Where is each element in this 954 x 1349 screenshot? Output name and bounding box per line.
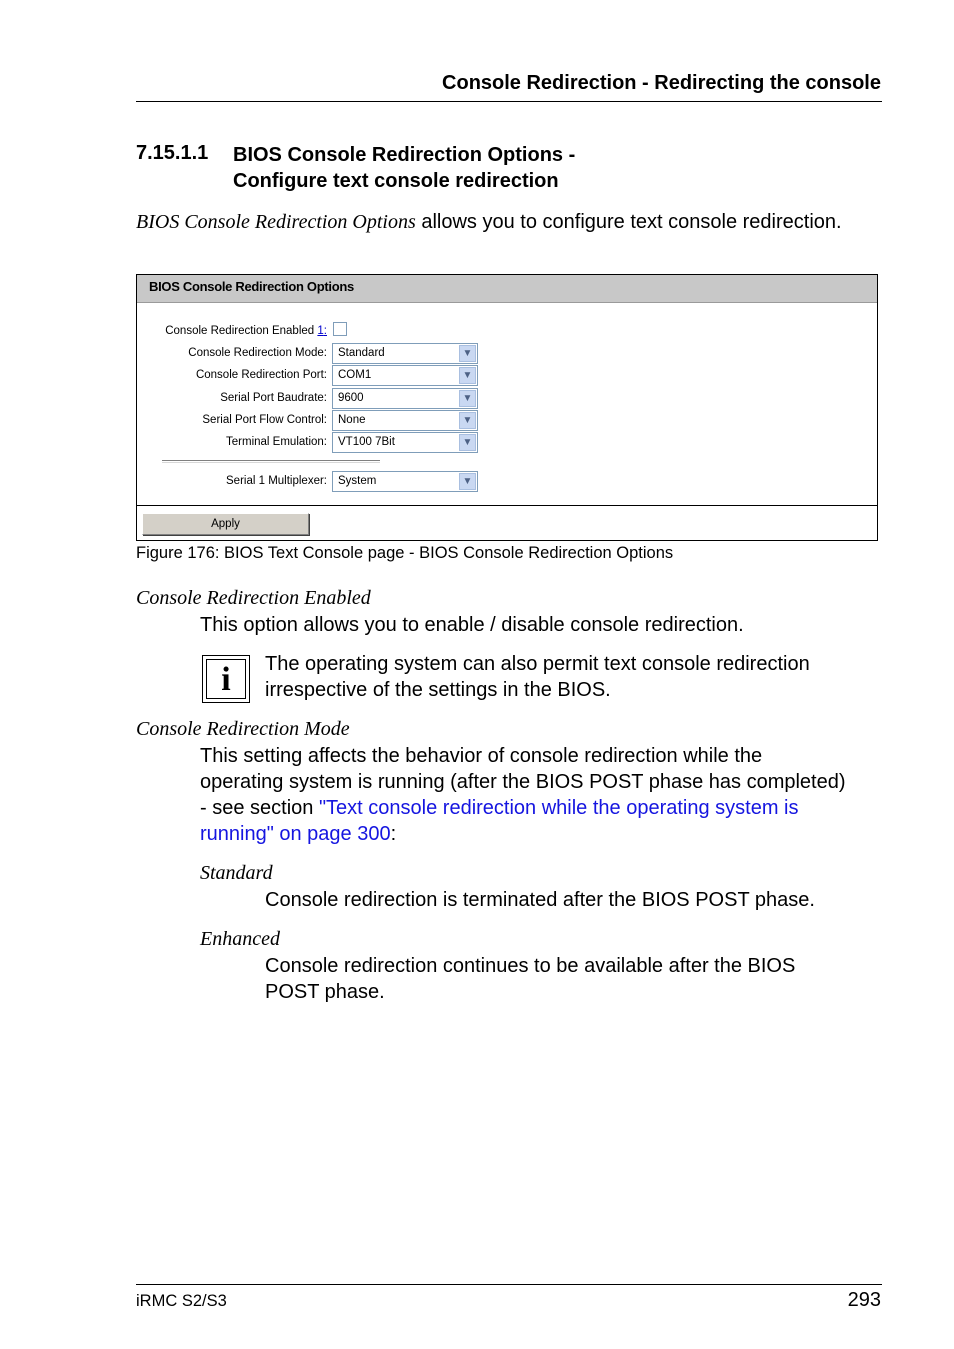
- info-icon-box: [202, 655, 250, 703]
- intro-text: allows you to configure text console redirection.: [415, 211, 842, 233]
- apply-button[interactable]: Apply: [142, 513, 309, 535]
- serial-port-baudrate-select[interactable]: [332, 388, 478, 409]
- intro-paragraph: [136, 211, 842, 234]
- chevron-down-icon[interactable]: ▼: [459, 434, 476, 451]
- section-number: 7.15.1.1: [136, 142, 209, 164]
- chevron-down-icon[interactable]: ▼: [459, 367, 476, 384]
- console-redirection-mode-label: Console Redirection Mode:: [188, 347, 327, 359]
- page-number: 293: [847, 1289, 881, 1311]
- row-serial-port-flow-control: [137, 410, 877, 431]
- mode-select-value: Standard: [338, 347, 385, 359]
- running-header: Console Redirection - Redirecting the console: [442, 72, 881, 94]
- row-serial-1-multiplexer: [137, 471, 877, 492]
- chevron-down-icon[interactable]: ▼: [459, 412, 476, 429]
- intro-italic: BIOS Console Redirection Options: [136, 211, 416, 233]
- term-console-redirection-mode: Console Redirection Mode: [136, 718, 350, 740]
- chevron-down-icon[interactable]: ▼: [459, 473, 476, 490]
- enabled-label-text: Console Redirection Enabled: [165, 325, 315, 337]
- figure-caption: Figure 176: BIOS Text Console page - BIOS Console Redirection Options: [136, 544, 674, 562]
- console-redirection-port-label: Console Redirection Port:: [195, 369, 327, 381]
- enabled-colon: :: [323, 325, 327, 337]
- mode-line2: operating system is running (after the BIOS POST phase has completed): [200, 771, 846, 793]
- serial-port-baudrate-label: Serial Port Baudrate:: [220, 392, 327, 404]
- baudrate-select-value: 9600: [338, 392, 364, 404]
- row-console-redirection-enabled: [137, 321, 877, 342]
- mode-description: [200, 743, 846, 847]
- section-title-line2: Configure text console redirection: [233, 170, 559, 192]
- mode-colon: :: [390, 823, 397, 845]
- term-standard: Standard: [200, 862, 273, 884]
- bios-console-redirection-panel: [136, 274, 878, 541]
- mode-line1: This setting affects the behavior of console redirection while the: [200, 745, 763, 767]
- console-redirection-port-select[interactable]: [332, 365, 478, 386]
- info-note-line2: irrespective of the settings in the BIOS.: [265, 679, 611, 701]
- row-terminal-emulation: [137, 432, 877, 453]
- enhanced-line2: POST phase.: [265, 981, 385, 1003]
- enabled-description: This option allows you to enable / disable console redirection.: [200, 614, 744, 636]
- row-console-redirection-mode: [137, 343, 877, 364]
- enhanced-line1: Console redirection continues to be available after the BIOS: [265, 955, 796, 977]
- enhanced-description: [265, 953, 795, 1005]
- serial-1-multiplexer-label: Serial 1 Multiplexer:: [226, 475, 327, 487]
- term-enhanced: Enhanced: [200, 928, 280, 950]
- mode-line3: [200, 795, 846, 821]
- flow-control-select-value: None: [338, 414, 366, 426]
- mode-see-section: - see section: [200, 797, 319, 819]
- row-serial-port-baudrate: [137, 388, 877, 409]
- port-select-value: COM1: [338, 369, 372, 381]
- terminal-emulation-label: Terminal Emulation:: [226, 436, 327, 448]
- header-rule: [136, 101, 882, 102]
- console-redirection-enabled-label: [165, 325, 327, 337]
- panel-title: BIOS Console Redirection Options: [137, 275, 877, 303]
- section-title: [233, 142, 575, 194]
- footer-product: iRMC S2/S3: [136, 1292, 227, 1310]
- info-icon: i: [221, 661, 231, 698]
- serial-1-multiplexer-select[interactable]: [332, 471, 478, 492]
- section-link-part2[interactable]: running" on page 300: [200, 823, 391, 845]
- term-console-redirection-enabled: Console Redirection Enabled: [136, 587, 371, 609]
- terminal-emulation-select[interactable]: [332, 432, 478, 453]
- serial-port-flow-control-label: Serial Port Flow Control:: [202, 414, 327, 426]
- section-link-part1[interactable]: "Text console redirection while the operating system is: [318, 797, 799, 819]
- chevron-down-icon[interactable]: ▼: [459, 390, 476, 407]
- info-note-line1: The operating system can also permit text console redirection: [265, 653, 810, 675]
- standard-description: Console redirection is terminated after the BIOS POST phase.: [265, 889, 815, 911]
- form-divider: [162, 460, 380, 463]
- serial-port-flow-control-select[interactable]: [332, 410, 478, 431]
- apply-bar: [137, 505, 877, 540]
- info-note: [265, 651, 810, 703]
- section-title-line1: BIOS Console Redirection Options -: [233, 144, 576, 166]
- mode-line4: [200, 821, 846, 847]
- console-redirection-enabled-checkbox[interactable]: [333, 322, 347, 336]
- terminal-emulation-select-value: VT100 7Bit: [338, 436, 395, 448]
- enabled-footnote-link[interactable]: 1: [317, 325, 324, 337]
- footer-rule: [136, 1284, 882, 1285]
- row-console-redirection-port: [137, 365, 877, 386]
- chevron-down-icon[interactable]: ▼: [459, 345, 476, 362]
- console-redirection-mode-select[interactable]: [332, 343, 478, 364]
- multiplexer-select-value: System: [338, 475, 377, 487]
